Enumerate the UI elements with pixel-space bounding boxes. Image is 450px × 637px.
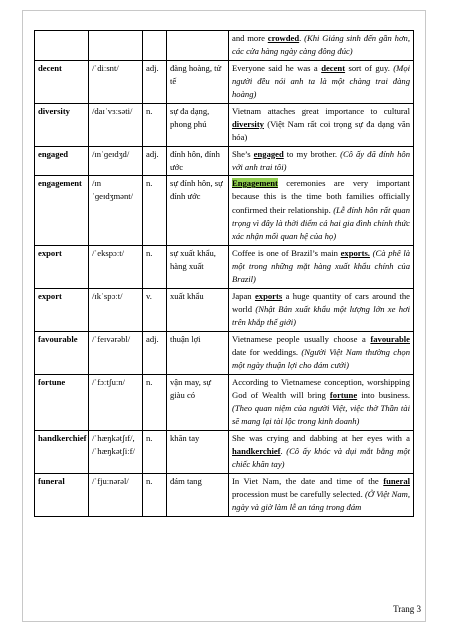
meaning-cell: xuất khẩu — [167, 288, 229, 331]
example-translation: (Nhật Bản xuất khẩu một lượng lớn xe hơi trên khắp thế giới) — [232, 303, 410, 328]
word-cell: fortune — [35, 374, 89, 430]
word-cell: engaged — [35, 146, 89, 176]
vocab-row — [35, 60, 414, 103]
example-text: . — [280, 446, 287, 457]
part-of-speech-cell: n. — [143, 374, 167, 430]
highlighted-keyword: diversity — [232, 118, 264, 129]
word-cell: export — [35, 245, 89, 288]
example-cell — [229, 31, 414, 61]
ipa-cell: /ˈdiːsnt/ — [89, 60, 143, 103]
example-text: Vietnamese people usually choose a — [232, 333, 371, 344]
example-text: and more — [232, 33, 268, 43]
part-of-speech-cell: v. — [143, 288, 167, 331]
example-text: date for weddings. — [232, 346, 302, 357]
vocab-row — [35, 374, 414, 430]
example-text: into business. — [357, 389, 410, 400]
example-text: (Việt Nam rất coi trọng sự đa dạng văn hóa) — [232, 118, 410, 143]
example-cell — [229, 374, 414, 430]
vocabulary-table — [34, 30, 414, 517]
highlighted-keyword: fortune — [329, 389, 358, 400]
ipa-cell — [89, 31, 143, 61]
meaning-cell: đính hôn, đính ước — [167, 146, 229, 176]
page-number: Trang 3 — [393, 604, 421, 614]
word-cell: engagement — [35, 176, 89, 246]
example-text: Japan — [232, 290, 255, 301]
example-translation: (Ở Việt Nam, ngày và giờ làm lễ an táng trong đám — [232, 489, 410, 513]
example-text: She was crying and dabbing at her eyes with a — [232, 432, 410, 443]
example-cell — [229, 103, 414, 146]
part-of-speech-cell — [143, 31, 167, 61]
example-text: In Viet Nam, the date and time of the — [232, 475, 384, 486]
vocab-row — [35, 146, 414, 176]
ipa-cell: /ˈekspɔːt/ — [89, 245, 143, 288]
example-text: Coffee is one of Brazil’s main — [232, 247, 341, 258]
example-cell — [229, 176, 414, 246]
example-text: She’s — [232, 148, 254, 159]
meaning-cell: sự đa dạng, phong phú — [167, 103, 229, 146]
meaning-cell: đám tang — [167, 473, 229, 516]
word-cell: funeral — [35, 473, 89, 516]
vocab-row — [35, 288, 414, 331]
example-cell — [229, 473, 414, 516]
vocab-row — [35, 331, 414, 374]
part-of-speech-cell: n. — [143, 245, 167, 288]
vocab-row — [35, 430, 414, 473]
vocab-row — [35, 473, 414, 516]
ipa-cell: /ˈhæŋkətʃɪf/, /ˈhæŋkətʃiːf/ — [89, 430, 143, 473]
example-translation: (Khi Giáng sinh đến gần hơn, các cửa hàng ngày càng đông đúc) — [232, 33, 410, 57]
example-text: Vietnam attaches great importance to cultural — [232, 105, 410, 116]
example-translation: (Người Việt Nam thường chọn một ngày thuận lợi cho đám cưới) — [232, 346, 410, 371]
example-cell — [229, 146, 414, 176]
word-cell: decent — [35, 60, 89, 103]
example-text: to my brother. — [283, 148, 341, 159]
ipa-cell: /ˈfɔːtʃuːn/ — [89, 374, 143, 430]
highlighted-keyword: funeral — [383, 475, 410, 486]
meaning-cell: sự xuất khẩu, hàng xuất — [167, 245, 229, 288]
vocab-row — [35, 103, 414, 146]
ipa-cell: /ɪnˈɡeɪdʒd/ — [89, 146, 143, 176]
example-translation: (Cô ấy đã đính hôn với anh trai tôi) — [232, 148, 411, 172]
example-cell — [229, 245, 414, 288]
example-cell — [229, 60, 414, 103]
highlighted-keyword: favourable — [370, 333, 410, 344]
highlighted-keyword: crowded — [267, 33, 300, 43]
meaning-cell: sự đính hôn, sự đính ước — [167, 176, 229, 246]
part-of-speech-cell: n. — [143, 473, 167, 516]
part-of-speech-cell: n. — [143, 430, 167, 473]
example-text: ceremonies are very important because this is the time both families officially confirmed their relationship. — [232, 178, 410, 215]
part-of-speech-cell: adj. — [143, 146, 167, 176]
word-cell: export — [35, 288, 89, 331]
highlighted-keyword: decent — [321, 62, 346, 73]
highlighted-keyword: Engagement — [232, 178, 278, 189]
vocab-row — [35, 31, 414, 61]
example-text: . — [299, 33, 305, 43]
highlighted-keyword: exports — [254, 290, 283, 301]
word-cell: favourable — [35, 331, 89, 374]
meaning-cell — [167, 31, 229, 61]
example-text: procession must be carefully selected. — [232, 489, 365, 499]
highlighted-keyword: handkerchief — [232, 446, 281, 457]
meaning-cell: thuận lợi — [167, 331, 229, 374]
ipa-cell: /ˈfjuːnərəl/ — [89, 473, 143, 516]
meaning-cell: vận may, sự giàu có — [167, 374, 229, 430]
word-cell: handkerchief — [35, 430, 89, 473]
part-of-speech-cell: adj. — [143, 60, 167, 103]
example-text: According to Vietnamese conception, worshipping God of Wealth will bring — [232, 376, 410, 400]
example-translation: (Cô ấy khóc và dụi mắt bằng một chiếc khăn tay) — [232, 446, 411, 470]
ipa-cell: /daɪˈvɜːsəti/ — [89, 103, 143, 146]
example-translation: (Lễ đính hôn rất quan trọng vì đây là thời điểm cả hai gia đình chính thức xác nhận mối quan hệ của họ) — [232, 204, 410, 242]
example-translation: (Cà phê là một trong những mặt hàng xuất khẩu chính của Brazil) — [232, 247, 411, 285]
example-translation: (Theo quan niệm của người Việt, việc thờ Thần tài sẽ mang lại tài lộc trong kinh doanh) — [232, 403, 410, 427]
vocab-row — [35, 176, 414, 246]
ipa-cell: /ɪnˈɡeɪdʒmənt/ — [89, 176, 143, 246]
ipa-cell: /ˈfeɪvərəbl/ — [89, 331, 143, 374]
meaning-cell: khăn tay — [167, 430, 229, 473]
example-translation: (Mọi người đều nói anh ta là một chàng trai đàng hoàng) — [232, 62, 411, 100]
part-of-speech-cell: n. — [143, 176, 167, 246]
example-cell — [229, 331, 414, 374]
example-text: a huge quantity of cars around the world — [232, 290, 410, 314]
vocab-row — [35, 245, 414, 288]
part-of-speech-cell: adj. — [143, 331, 167, 374]
highlighted-keyword: exports. — [340, 247, 370, 258]
ipa-cell: /ɪkˈspɔːt/ — [89, 288, 143, 331]
example-text: sort of guy. — [345, 62, 394, 73]
example-cell — [229, 430, 414, 473]
word-cell: diversity — [35, 103, 89, 146]
example-cell — [229, 288, 414, 331]
word-cell — [35, 31, 89, 61]
meaning-cell: đàng hoàng, tử tế — [167, 60, 229, 103]
part-of-speech-cell: n. — [143, 103, 167, 146]
highlighted-keyword: engaged — [253, 148, 284, 159]
example-text: Everyone said he was a — [232, 62, 322, 73]
